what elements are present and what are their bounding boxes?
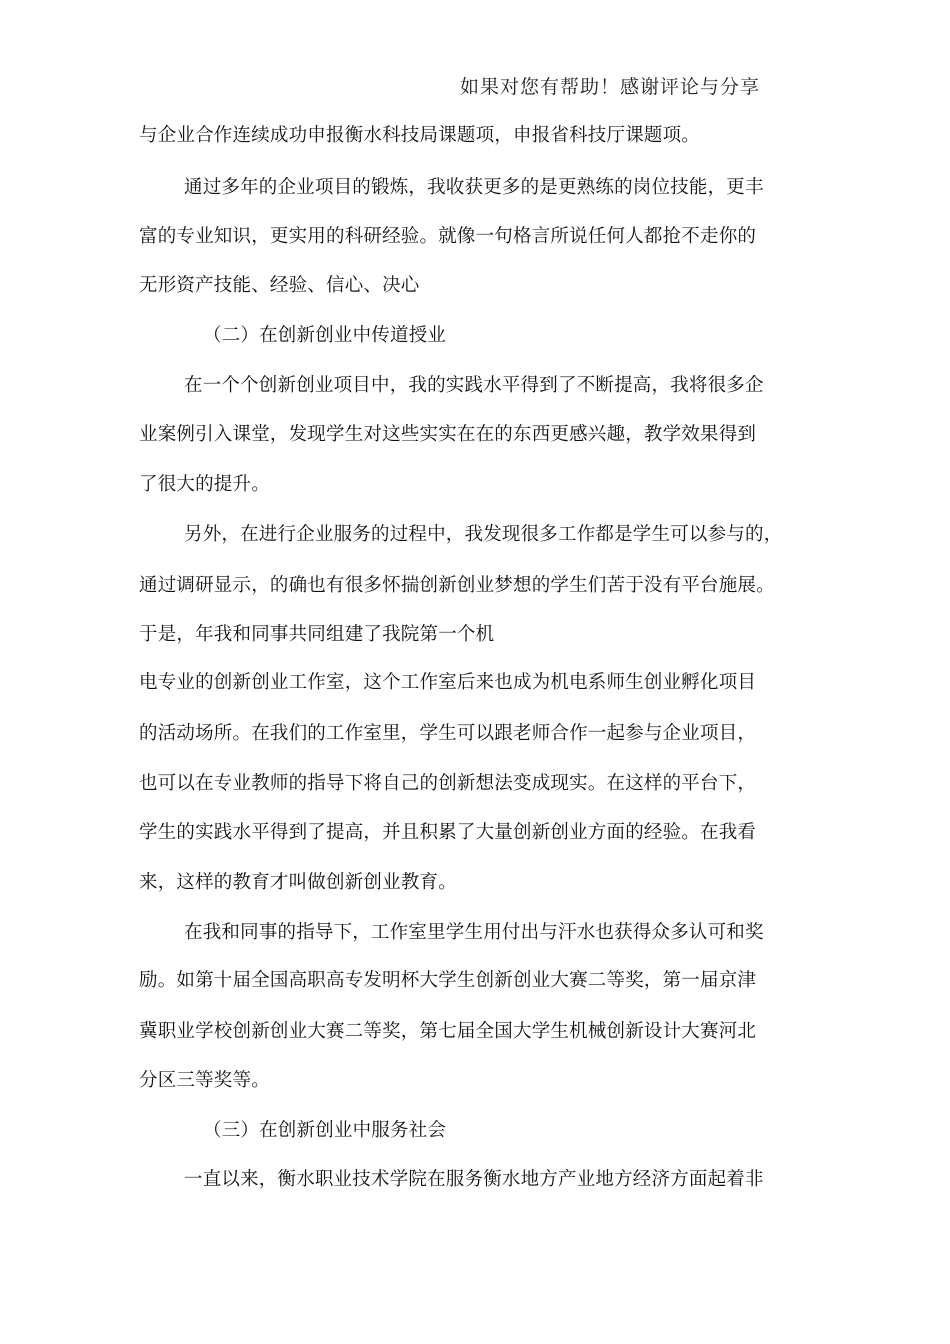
text-line: 通过调研显示，的确也有很多怀揣创新创业梦想的学生们苦于没有平台施展。	[139, 575, 775, 596]
text-line: 无形资产技能、经验、信心、决心	[139, 275, 420, 296]
text-line: 励。如第十届全国高职高专发明杯大学生创新创业大赛二等奖，第一届京津	[139, 970, 757, 991]
text-line: 与企业合作连续成功申报衡水科技局课题项，申报省科技厅课题项。	[139, 125, 701, 146]
text-line: 来，这样的教育才叫做创新创业教育。	[139, 872, 457, 893]
text-line: 于是，年我和同事共同组建了我院第一个机	[139, 624, 495, 645]
text-line: 一直以来，衡水职业技术学院在服务衡水地方产业地方经济方面起着非	[184, 1169, 764, 1190]
text-line: 冀职业学校创新创业大赛二等奖，第七届全国大学生机械创新设计大赛河北	[139, 1021, 757, 1042]
text-line: 电专业的创新创业工作室，这个工作室后来也成为机电系师生创业孵化项目	[139, 672, 757, 693]
text-line: 的活动场所。在我们的工作室里，学生可以跟老师合作一起参与企业项目，	[139, 723, 757, 744]
text-line: 通过多年的企业项目的锻炼，我收获更多的是更熟练的岗位技能，更丰	[184, 177, 764, 198]
header-note: 如果对您有帮助！感谢评论与分享	[460, 76, 761, 98]
text-line: 了很大的提升。	[139, 474, 270, 495]
text-line: 在一个个创新创业项目中，我的实践水平得到了不断提高，我将很多企	[184, 375, 764, 396]
text-line: 也可以在专业教师的指导下将自己的创新想法变成现实。在这样的平台下，	[139, 773, 757, 794]
text-line: 业案例引入课堂，发现学生对这些实实在在的东西更感兴趣，教学效果得到	[139, 424, 757, 445]
text-line: 学生的实践水平得到了提高，并且积累了大量创新创业方面的经验。在我看	[139, 822, 757, 843]
section-heading: （二）在创新创业中传道授业	[203, 325, 447, 346]
text-line: 另外，在进行企业服务的过程中，我发现很多工作都是学生可以参与的，	[184, 524, 783, 545]
section-heading: （三）在创新创业中服务社会	[203, 1120, 447, 1141]
text-line: 在我和同事的指导下，工作室里学生用付出与汗水也获得众多认可和奖	[184, 922, 764, 943]
text-line: 富的专业知识，更实用的科研经验。就像一句格言所说任何人都抢不走你的	[139, 226, 757, 247]
text-line: 分区三等奖等。	[139, 1070, 270, 1091]
